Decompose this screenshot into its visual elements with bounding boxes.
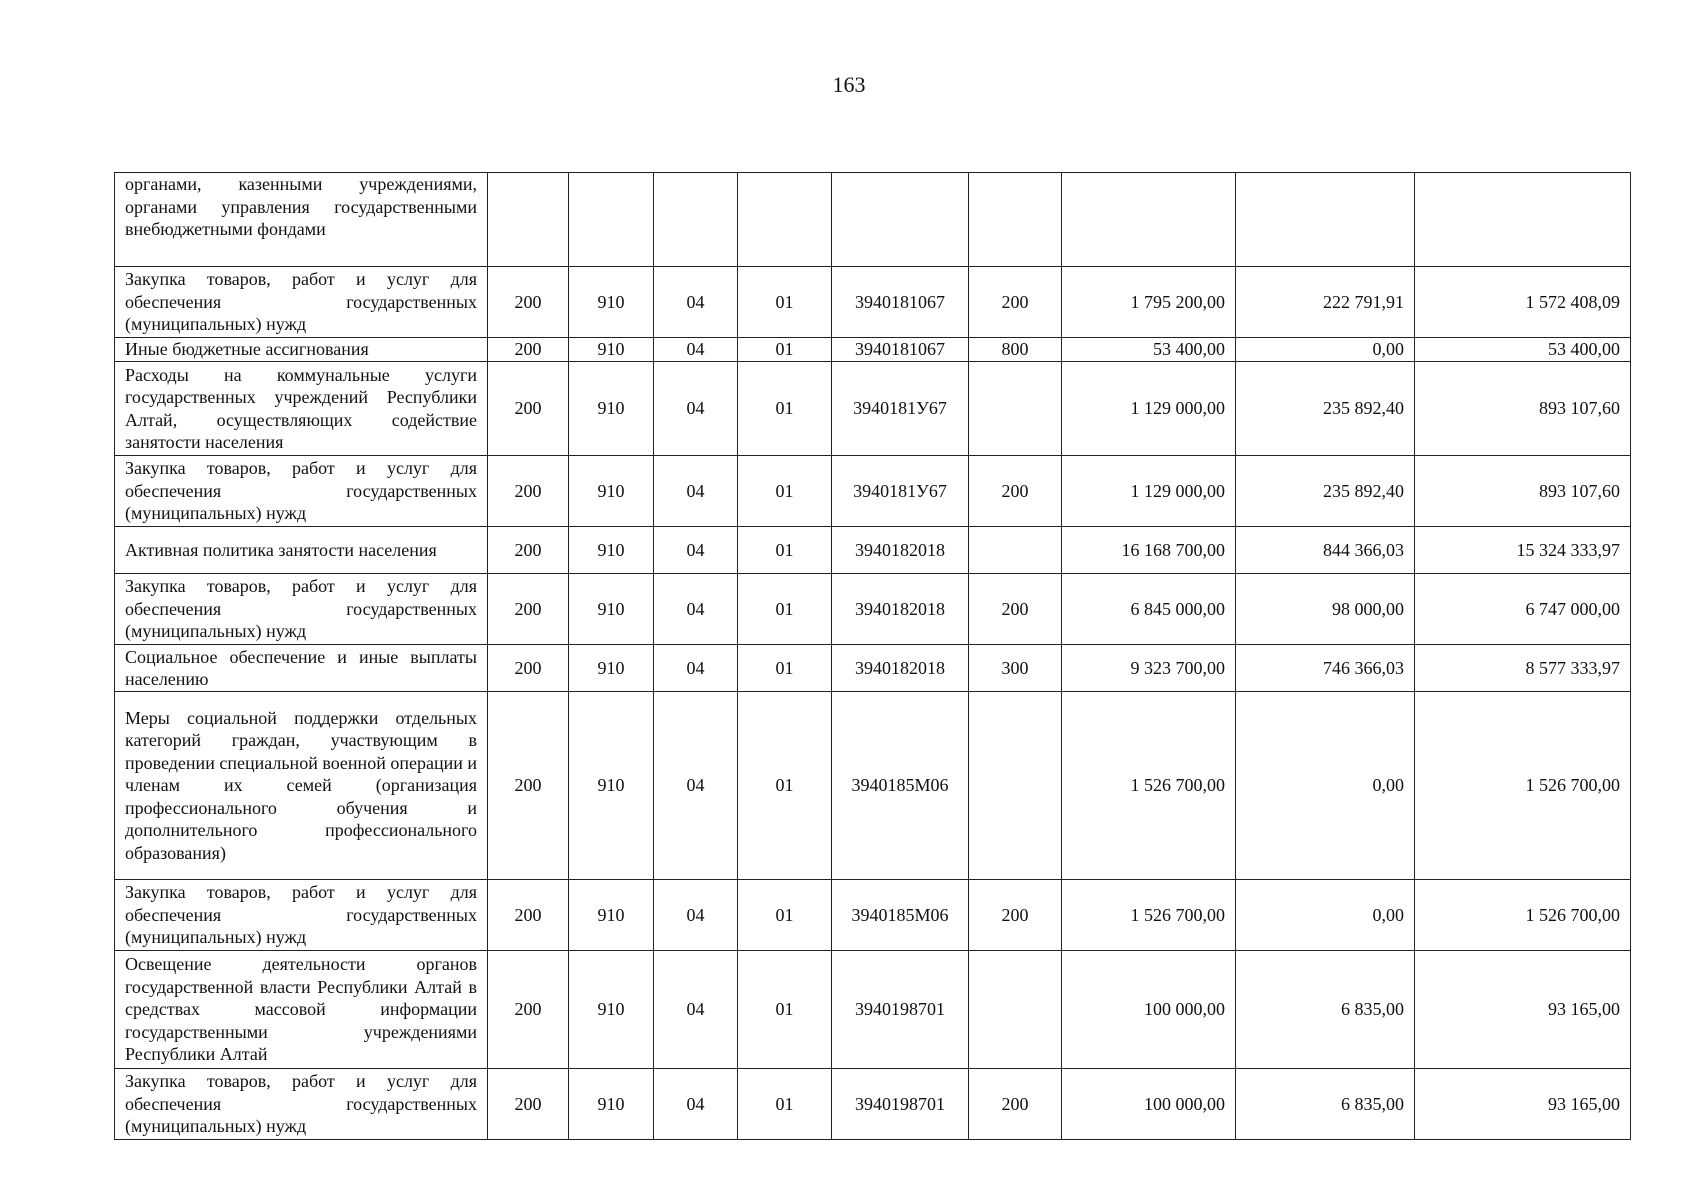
cell-executed-amount: 746 366,03 xyxy=(1236,645,1415,692)
cell-admin-code: 200 xyxy=(488,880,569,951)
cell-plan-amount xyxy=(1062,173,1236,267)
cell-expense-type: 200 xyxy=(969,574,1062,645)
row-description: Закупка товаров, работ и услуг для обеспечения государственных (муниципальных) нужд xyxy=(115,880,488,951)
cell-ministry-code: 910 xyxy=(569,880,654,951)
cell-admin-code xyxy=(488,173,569,267)
cell-admin-code: 200 xyxy=(488,527,569,574)
cell-admin-code: 200 xyxy=(488,1069,569,1140)
cell-admin-code: 200 xyxy=(488,951,569,1069)
cell-plan-amount: 16 168 700,00 xyxy=(1062,527,1236,574)
cell-expense-type xyxy=(969,692,1062,880)
row-description: Активная политика занятости населения xyxy=(115,527,488,574)
cell-section: 04 xyxy=(654,880,738,951)
cell-target-article: 3940198701 xyxy=(832,951,969,1069)
cell-subsection: 01 xyxy=(738,338,832,362)
row-description: Расходы на коммунальные услуги государственных учреждений Республики Алтай, осуществляющих содействие занятости населения xyxy=(115,362,488,456)
cell-subsection: 01 xyxy=(738,645,832,692)
cell-subsection: 01 xyxy=(738,574,832,645)
cell-executed-amount: 98 000,00 xyxy=(1236,574,1415,645)
cell-section: 04 xyxy=(654,362,738,456)
table-row xyxy=(115,527,1631,574)
cell-admin-code: 200 xyxy=(488,574,569,645)
cell-admin-code: 200 xyxy=(488,692,569,880)
table-row xyxy=(115,645,1631,692)
cell-ministry-code: 910 xyxy=(569,574,654,645)
cell-subsection xyxy=(738,173,832,267)
cell-remaining-amount: 53 400,00 xyxy=(1415,338,1631,362)
cell-expense-type: 300 xyxy=(969,645,1062,692)
cell-admin-code: 200 xyxy=(488,645,569,692)
table-row xyxy=(115,173,1631,267)
cell-subsection: 01 xyxy=(738,362,832,456)
cell-section: 04 xyxy=(654,692,738,880)
cell-remaining-amount: 893 107,60 xyxy=(1415,362,1631,456)
cell-section: 04 xyxy=(654,574,738,645)
cell-remaining-amount: 93 165,00 xyxy=(1415,951,1631,1069)
cell-subsection: 01 xyxy=(738,456,832,527)
cell-section: 04 xyxy=(654,1069,738,1140)
cell-plan-amount: 100 000,00 xyxy=(1062,1069,1236,1140)
cell-target-article: 3940182018 xyxy=(832,527,969,574)
cell-section: 04 xyxy=(654,267,738,338)
cell-plan-amount: 53 400,00 xyxy=(1062,338,1236,362)
cell-remaining-amount: 1 526 700,00 xyxy=(1415,880,1631,951)
table-row xyxy=(115,338,1631,362)
row-description: Социальное обеспечение и иные выплаты населению xyxy=(115,645,488,692)
table-row xyxy=(115,951,1631,1069)
budget-table xyxy=(114,172,1631,1140)
cell-executed-amount: 235 892,40 xyxy=(1236,456,1415,527)
cell-remaining-amount: 6 747 000,00 xyxy=(1415,574,1631,645)
table-row xyxy=(115,692,1631,880)
cell-ministry-code: 910 xyxy=(569,645,654,692)
cell-ministry-code: 910 xyxy=(569,692,654,880)
cell-ministry-code: 910 xyxy=(569,267,654,338)
row-description: Закупка товаров, работ и услуг для обеспечения государственных (муниципальных) нужд xyxy=(115,456,488,527)
table-row xyxy=(115,574,1631,645)
cell-remaining-amount: 93 165,00 xyxy=(1415,1069,1631,1140)
cell-target-article: 3940181У67 xyxy=(832,362,969,456)
cell-admin-code: 200 xyxy=(488,456,569,527)
cell-target-article: 3940185М06 xyxy=(832,880,969,951)
cell-section: 04 xyxy=(654,645,738,692)
cell-plan-amount: 6 845 000,00 xyxy=(1062,574,1236,645)
cell-ministry-code xyxy=(569,173,654,267)
cell-remaining-amount: 893 107,60 xyxy=(1415,456,1631,527)
cell-ministry-code: 910 xyxy=(569,1069,654,1140)
table-row xyxy=(115,267,1631,338)
cell-target-article: 3940185М06 xyxy=(832,692,969,880)
cell-expense-type xyxy=(969,362,1062,456)
cell-expense-type xyxy=(969,527,1062,574)
cell-ministry-code: 910 xyxy=(569,527,654,574)
cell-target-article: 3940181У67 xyxy=(832,456,969,527)
cell-plan-amount: 1 129 000,00 xyxy=(1062,456,1236,527)
cell-target-article: 3940182018 xyxy=(832,574,969,645)
cell-remaining-amount: 1 526 700,00 xyxy=(1415,692,1631,880)
table-row xyxy=(115,456,1631,527)
cell-ministry-code: 910 xyxy=(569,951,654,1069)
cell-target-article: 3940181067 xyxy=(832,267,969,338)
cell-remaining-amount: 15 324 333,97 xyxy=(1415,527,1631,574)
cell-expense-type: 200 xyxy=(969,880,1062,951)
cell-subsection: 01 xyxy=(738,1069,832,1140)
cell-admin-code: 200 xyxy=(488,267,569,338)
cell-executed-amount: 0,00 xyxy=(1236,338,1415,362)
cell-plan-amount: 1 526 700,00 xyxy=(1062,880,1236,951)
cell-subsection: 01 xyxy=(738,692,832,880)
cell-expense-type: 800 xyxy=(969,338,1062,362)
cell-plan-amount: 1 129 000,00 xyxy=(1062,362,1236,456)
table-row xyxy=(115,1069,1631,1140)
row-description: Закупка товаров, работ и услуг для обеспечения государственных (муниципальных) нужд xyxy=(115,1069,488,1140)
cell-subsection: 01 xyxy=(738,880,832,951)
cell-admin-code: 200 xyxy=(488,362,569,456)
row-description: органами, казенными учреждениями, органами управления государственными внебюджетными фондами xyxy=(115,173,488,267)
cell-section xyxy=(654,173,738,267)
cell-executed-amount: 235 892,40 xyxy=(1236,362,1415,456)
cell-remaining-amount xyxy=(1415,173,1631,267)
cell-section: 04 xyxy=(654,527,738,574)
cell-remaining-amount: 1 572 408,09 xyxy=(1415,267,1631,338)
row-description: Меры социальной поддержки отдельных категорий граждан, участвующим в проведении специальной военной операции и членам их семей (организация профессионального обучения и дополнительного профессионального образования) xyxy=(115,692,488,880)
cell-executed-amount: 844 366,03 xyxy=(1236,527,1415,574)
cell-executed-amount: 222 791,91 xyxy=(1236,267,1415,338)
cell-section: 04 xyxy=(654,338,738,362)
cell-plan-amount: 1 526 700,00 xyxy=(1062,692,1236,880)
cell-executed-amount: 6 835,00 xyxy=(1236,1069,1415,1140)
cell-target-article xyxy=(832,173,969,267)
cell-subsection: 01 xyxy=(738,267,832,338)
cell-expense-type: 200 xyxy=(969,456,1062,527)
cell-ministry-code: 910 xyxy=(569,338,654,362)
cell-target-article: 3940182018 xyxy=(832,645,969,692)
page-number: 163 xyxy=(832,72,866,97)
cell-ministry-code: 910 xyxy=(569,456,654,527)
cell-expense-type xyxy=(969,951,1062,1069)
cell-subsection: 01 xyxy=(738,951,832,1069)
cell-plan-amount: 1 795 200,00 xyxy=(1062,267,1236,338)
row-description: Закупка товаров, работ и услуг для обеспечения государственных (муниципальных) нужд xyxy=(115,267,488,338)
table-row xyxy=(115,880,1631,951)
row-description: Закупка товаров, работ и услуг для обеспечения государственных (муниципальных) нужд xyxy=(115,574,488,645)
cell-subsection: 01 xyxy=(738,527,832,574)
cell-expense-type xyxy=(969,173,1062,267)
cell-executed-amount: 6 835,00 xyxy=(1236,951,1415,1069)
cell-executed-amount: 0,00 xyxy=(1236,880,1415,951)
cell-admin-code: 200 xyxy=(488,338,569,362)
cell-expense-type: 200 xyxy=(969,1069,1062,1140)
cell-plan-amount: 100 000,00 xyxy=(1062,951,1236,1069)
row-description: Иные бюджетные ассигнования xyxy=(115,338,488,362)
cell-executed-amount: 0,00 xyxy=(1236,692,1415,880)
cell-plan-amount: 9 323 700,00 xyxy=(1062,645,1236,692)
cell-expense-type: 200 xyxy=(969,267,1062,338)
cell-executed-amount xyxy=(1236,173,1415,267)
cell-section: 04 xyxy=(654,456,738,527)
cell-target-article: 3940181067 xyxy=(832,338,969,362)
cell-target-article: 3940198701 xyxy=(832,1069,969,1140)
row-description: Освещение деятельности органов государственной власти Республики Алтай в средствах массовой информации государственными учреждениями Республики Алтай xyxy=(115,951,488,1069)
cell-section: 04 xyxy=(654,951,738,1069)
cell-ministry-code: 910 xyxy=(569,362,654,456)
table-row xyxy=(115,362,1631,456)
cell-remaining-amount: 8 577 333,97 xyxy=(1415,645,1631,692)
